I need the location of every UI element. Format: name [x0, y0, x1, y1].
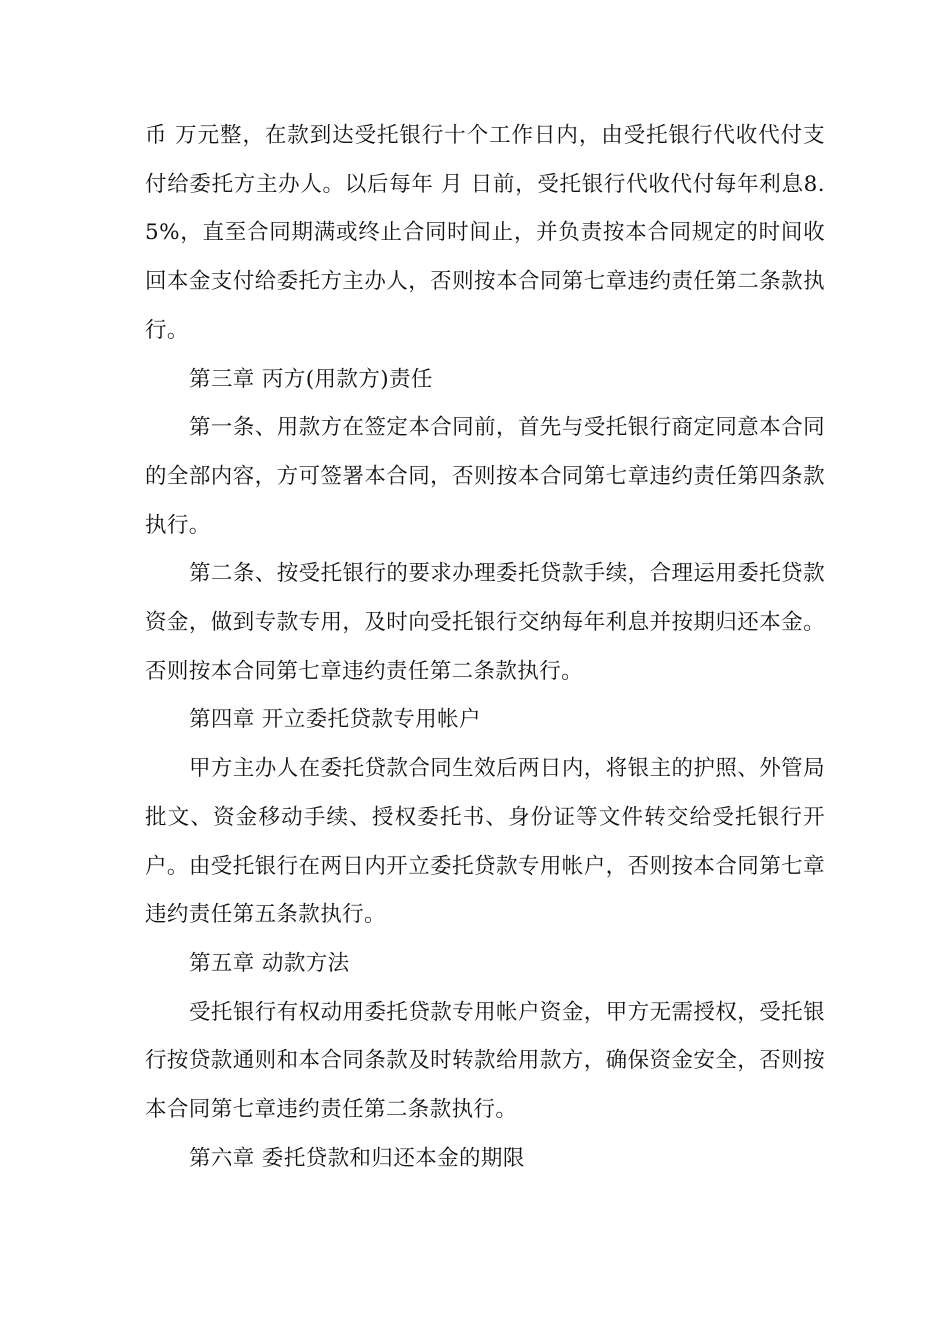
chapter-5-body: 受托银行有权动用委托贷款专用帐户资金，甲方无需授权，受托银行按贷款通则和本合同条款及时转款给用款方，确保资金安全，否则按本合同第七章违约责任第二条款执行。: [145, 999, 825, 1123]
chapter-4-heading: 第四章 开立委托贷款专用帐户: [189, 707, 481, 733]
chapter-3-heading: 第三章 丙方(用款方)责任: [189, 366, 433, 392]
chapter-6-heading: 第六章 委托贷款和归还本金的期限: [189, 1145, 525, 1171]
chapter-5-heading: 第五章 动款方法: [189, 950, 350, 976]
document-body: [145, 112, 825, 1183]
paragraph-interest-payment: 币 万元整，在款到达受托银行十个工作日内，由受托银行代收代付支付给委托方主办人。以后每年 月 日前，受托银行代收代付每年利息8.5%，直至合同期满或终止合同时间止，并负责按本合同规定的时间收回本金支付给委托方主办人，否则按本合同第七章违约责任第二条款执行。: [145, 123, 825, 343]
chapter-3-article-2: 第二条、按受托银行的要求办理委托贷款手续，合理运用委托贷款资金，做到专款专用，及时向受托银行交纳每年利息并按期归还本金。否则按本合同第七章违约责任第二条款执行。: [145, 561, 825, 684]
chapter-4-body: 甲方主办人在委托贷款合同生效后两日内，将银主的护照、外管局批文、资金移动手续、授权委托书、身份证等文件转交给受托银行开户。由受托银行在两日内开立委托贷款专用帐户，否则按本合同第七章违约责任第五条款执行。: [145, 756, 825, 928]
chapter-3-article-1: 第一条、用款方在签定本合同前，首先与受托银行商定同意本合同的全部内容，方可签署本合同，否则按本合同第七章违约责任第四条款执行。: [145, 415, 825, 538]
